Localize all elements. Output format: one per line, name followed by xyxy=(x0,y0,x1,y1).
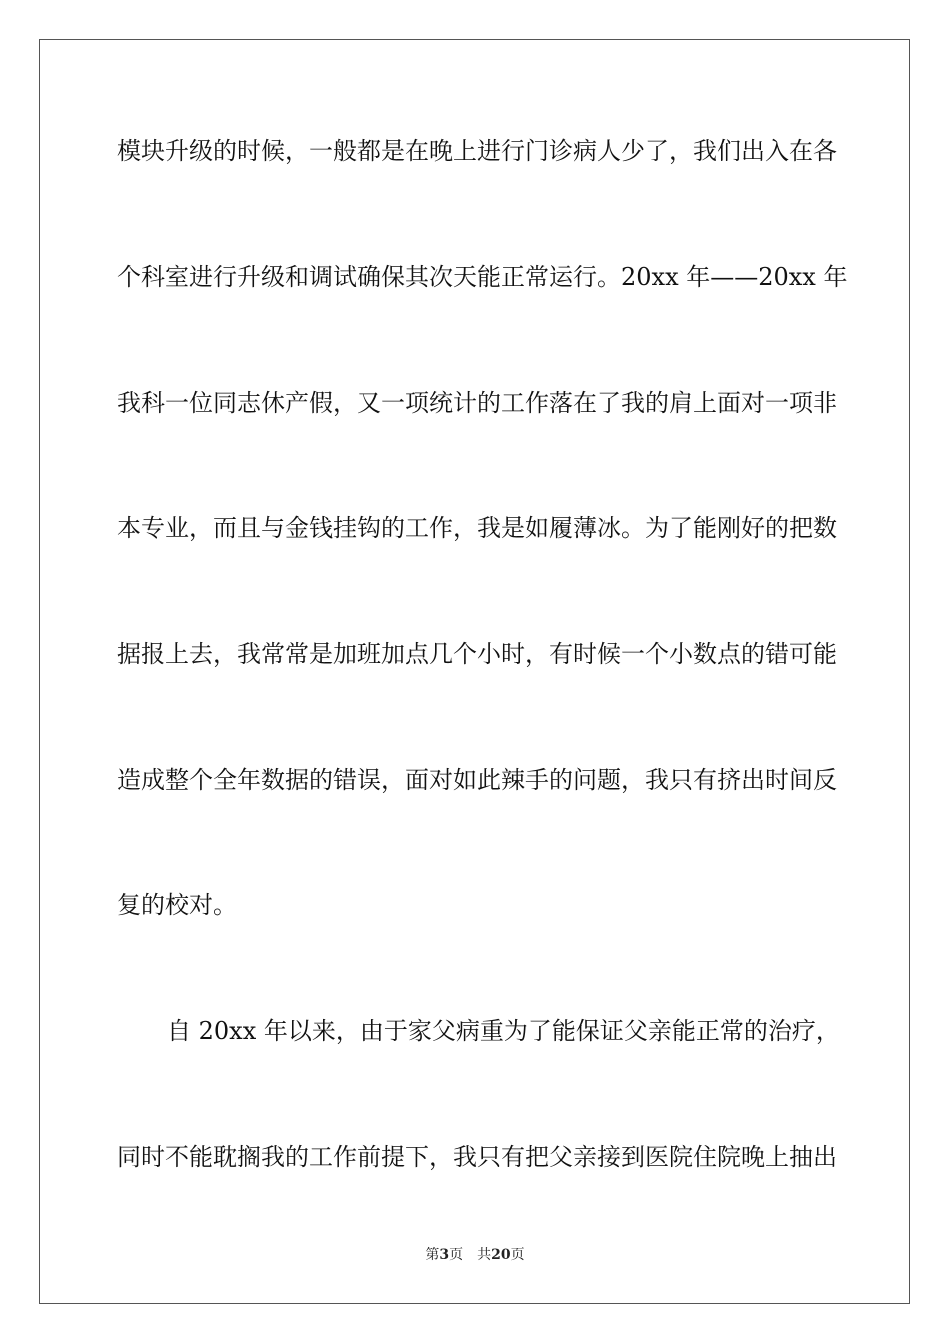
page-unit: 页 xyxy=(449,1247,464,1263)
total-prefix: 共 xyxy=(477,1247,492,1263)
body-line-9: 同时不能耽搁我的工作前提下，我只有把父亲接到医院住院晚上抽出 xyxy=(117,1143,837,1171)
body-line-6: 造成整个全年数据的错误，面对如此辣手的问题，我只有挤出时间反 xyxy=(117,766,837,794)
page-current: 3 xyxy=(439,1247,450,1263)
page-footer xyxy=(0,1246,950,1264)
body-line-4: 本专业，而且与金钱挂钩的工作，我是如履薄冰。为了能刚好的把数 xyxy=(117,514,837,542)
body-line-3: 我科一位同志休产假，又一项统计的工作落在了我的肩上面对一项非 xyxy=(117,389,837,417)
page-total: 20 xyxy=(491,1247,511,1263)
page-prefix: 第 xyxy=(425,1247,440,1263)
body-line-2: 个科室进行升级和调试确保其次天能正常运行。20xx 年——20xx 年 xyxy=(117,263,848,291)
page-border xyxy=(39,39,910,1304)
body-line-5: 据报上去，我常常是加班加点几个小时，有时候一个小数点的错可能 xyxy=(117,640,837,668)
body-line-8: 自 20xx 年以来，由于家父病重为了能保证父亲能正常的治疗， xyxy=(167,1017,840,1045)
body-line-7: 复的校对。 xyxy=(117,891,237,919)
total-unit: 页 xyxy=(510,1247,525,1263)
body-line-1: 模块升级的时候，一般都是在晚上进行门诊病人少了，我们出入在各 xyxy=(117,137,837,165)
